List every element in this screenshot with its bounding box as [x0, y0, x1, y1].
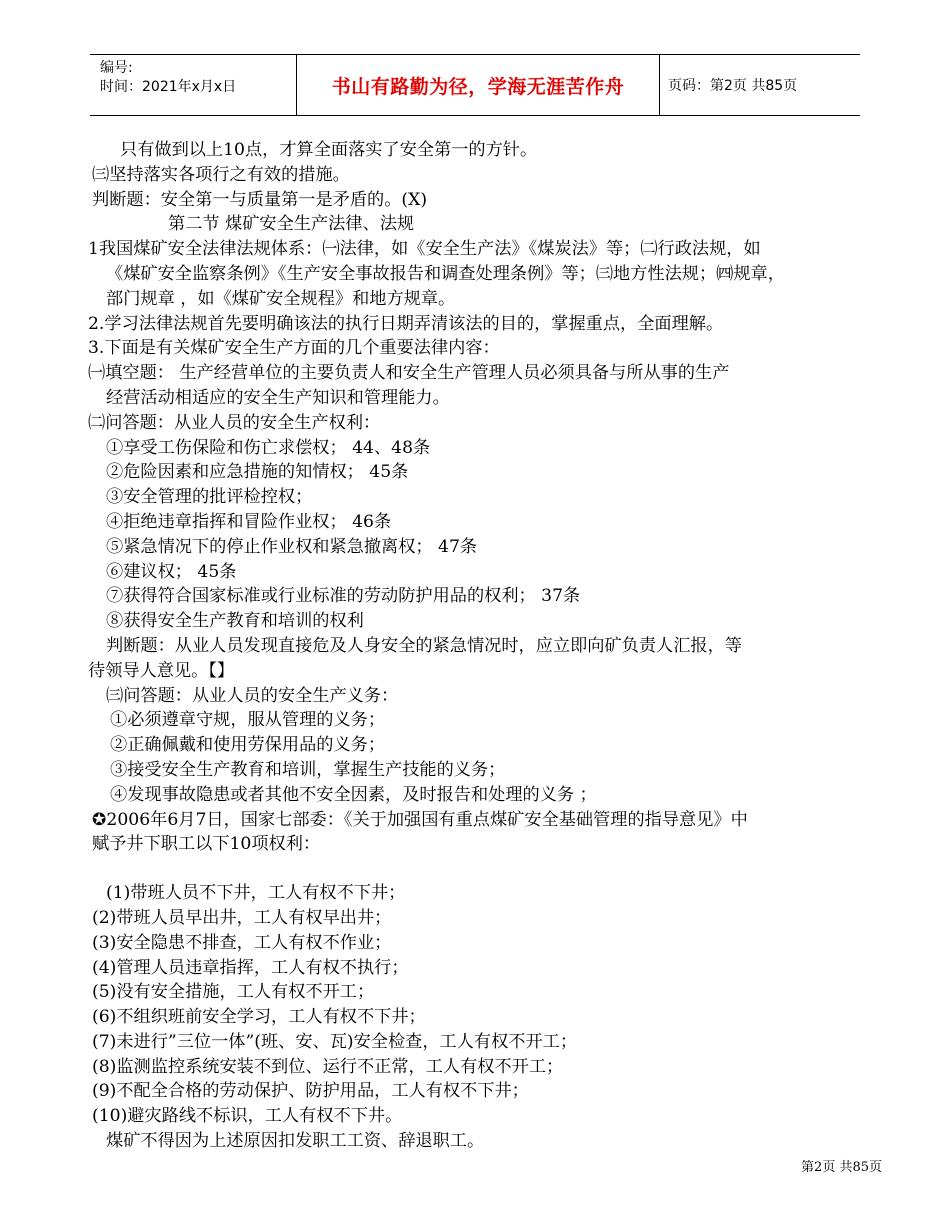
text-line: 待领导人意见。【】 — [88, 660, 235, 681]
list-item: ④发现事故隐患或者其他不安全因素，及时报告和处理的义务 ； — [110, 784, 597, 805]
text-line: 赋予井下职工以下10项权利： — [92, 834, 321, 855]
list-item: ②正确佩戴和使用劳保用品的义务； — [110, 735, 386, 756]
list-item: (2)带班人员早出井，工人有权早出井； — [92, 907, 392, 928]
list-item: (3)安全隐患不排查，工人有权不作业； — [92, 932, 392, 953]
list-item: ③接受安全生产教育和培训，掌握生产技能的义务； — [110, 759, 506, 780]
list-item: (5)没有安全措施，工人有权不开工； — [92, 982, 375, 1003]
number-label: 编号: — [100, 60, 133, 76]
text-line: 判断题：安全第一与质量第一是矛盾的。(X) — [92, 189, 428, 210]
text-line: ✪2006年6月7日，国家七部委：《关于加强国有重点煤矿安全基础管理的指导意见》中 — [92, 809, 748, 830]
text-line: 2.学习法律法规首先要明确该法的执行日期弄清该法的目的，掌握重点，全面理解。 — [88, 313, 724, 334]
list-item: (6)不组织班前安全学习，工人有权不下井； — [92, 1007, 426, 1028]
list-item: ⑧获得安全生产教育和培训的权利 — [106, 611, 364, 632]
text-line: ㈠填空题： 生产经营单位的主要负责人和安全生产管理人员必须具备与所从事的生产 — [88, 363, 730, 384]
list-item: (7)未进行”三位一体”(班、安、瓦)安全检查，工人有权不开工； — [92, 1031, 578, 1052]
list-item: ⑤紧急情况下的停止作业权和紧急撤离权； 47条 — [106, 536, 478, 557]
text-line: ㈢坚持落实各项行之有效的措施。 — [92, 164, 350, 185]
document-body — [88, 138, 888, 1154]
time-label: 时间：2021年x月x日 — [100, 79, 237, 95]
text-line: 《煤矿安全监察条例》《生产安全事故报告和调查处理条例》等；㈢地方性法规；㈣规章， — [106, 263, 785, 284]
header-page-number: 页码：第2页 共85页 — [668, 78, 798, 94]
list-item: ⑥建议权； 45条 — [106, 561, 237, 582]
list-item: ③安全管理的批评检控权； — [106, 487, 313, 508]
list-item: ①必须遵章守规，服从管理的义务； — [110, 710, 386, 731]
section-heading: 第二节 煤矿安全生产法律、法规 — [168, 214, 415, 235]
list-item: (1)带班人员不下井，工人有权不下井； — [106, 883, 406, 904]
list-item: ④拒绝违章指挥和冒险作业权； 46条 — [106, 511, 392, 532]
text-line: 1我国煤矿安全法律法规体系：㈠法律，如《安全生产法》《煤炭法》等；㈡行政法规，如 — [88, 239, 761, 260]
list-item: (9)不配全合格的劳动保护、防护用品，工人有权不下井； — [92, 1081, 529, 1102]
text-line: 部门规章 ，如《煤矿安全规程》和地方规章。 — [106, 288, 456, 309]
text-line: 3.下面是有关煤矿安全生产方面的几个重要法律内容： — [88, 338, 500, 359]
list-item: (8)监测监控系统安装不到位、运行不正常，工人有权不开工； — [92, 1056, 564, 1077]
blank-gap — [88, 857, 888, 881]
page-header — [90, 54, 860, 116]
list-item: ②危险因素和应急措施的知情权； 45条 — [106, 462, 409, 483]
text-line: 煤矿不得因为上述原因扣发职工工资、辞退职工。 — [106, 1131, 485, 1152]
header-info — [90, 55, 296, 115]
page-footer: 第2页 共85页 — [801, 1160, 882, 1175]
list-item: (4)管理人员违章指挥，工人有权不执行； — [92, 957, 409, 978]
text-line: ㈡问答题：从业人员的安全生产权利： — [88, 412, 381, 433]
text-line: 经营活动相适应的安全生产知识和管理能力。 — [106, 387, 450, 408]
text-line: ㈢问答题：从业人员的安全生产义务： — [106, 685, 399, 706]
header-motto: 书山有路勤为径，学海无涯苦作舟 — [296, 55, 660, 115]
list-item: ⑦获得符合国家标准或行业标准的劳动防护用品的权利； 37条 — [106, 586, 581, 607]
list-item: ①享受工伤保险和伤亡求偿权； 44、48条 — [106, 437, 431, 458]
text-line: 只有做到以上10点，才算全面落实了安全第一的方针。 — [120, 140, 538, 160]
text-line: 判断题：从业人员发现直接危及人身安全的紧急情况时，应立即向矿负责人汇报，等 — [106, 635, 742, 656]
list-item: (10)避灾路线不标识，工人有权不下井。 — [92, 1106, 403, 1127]
